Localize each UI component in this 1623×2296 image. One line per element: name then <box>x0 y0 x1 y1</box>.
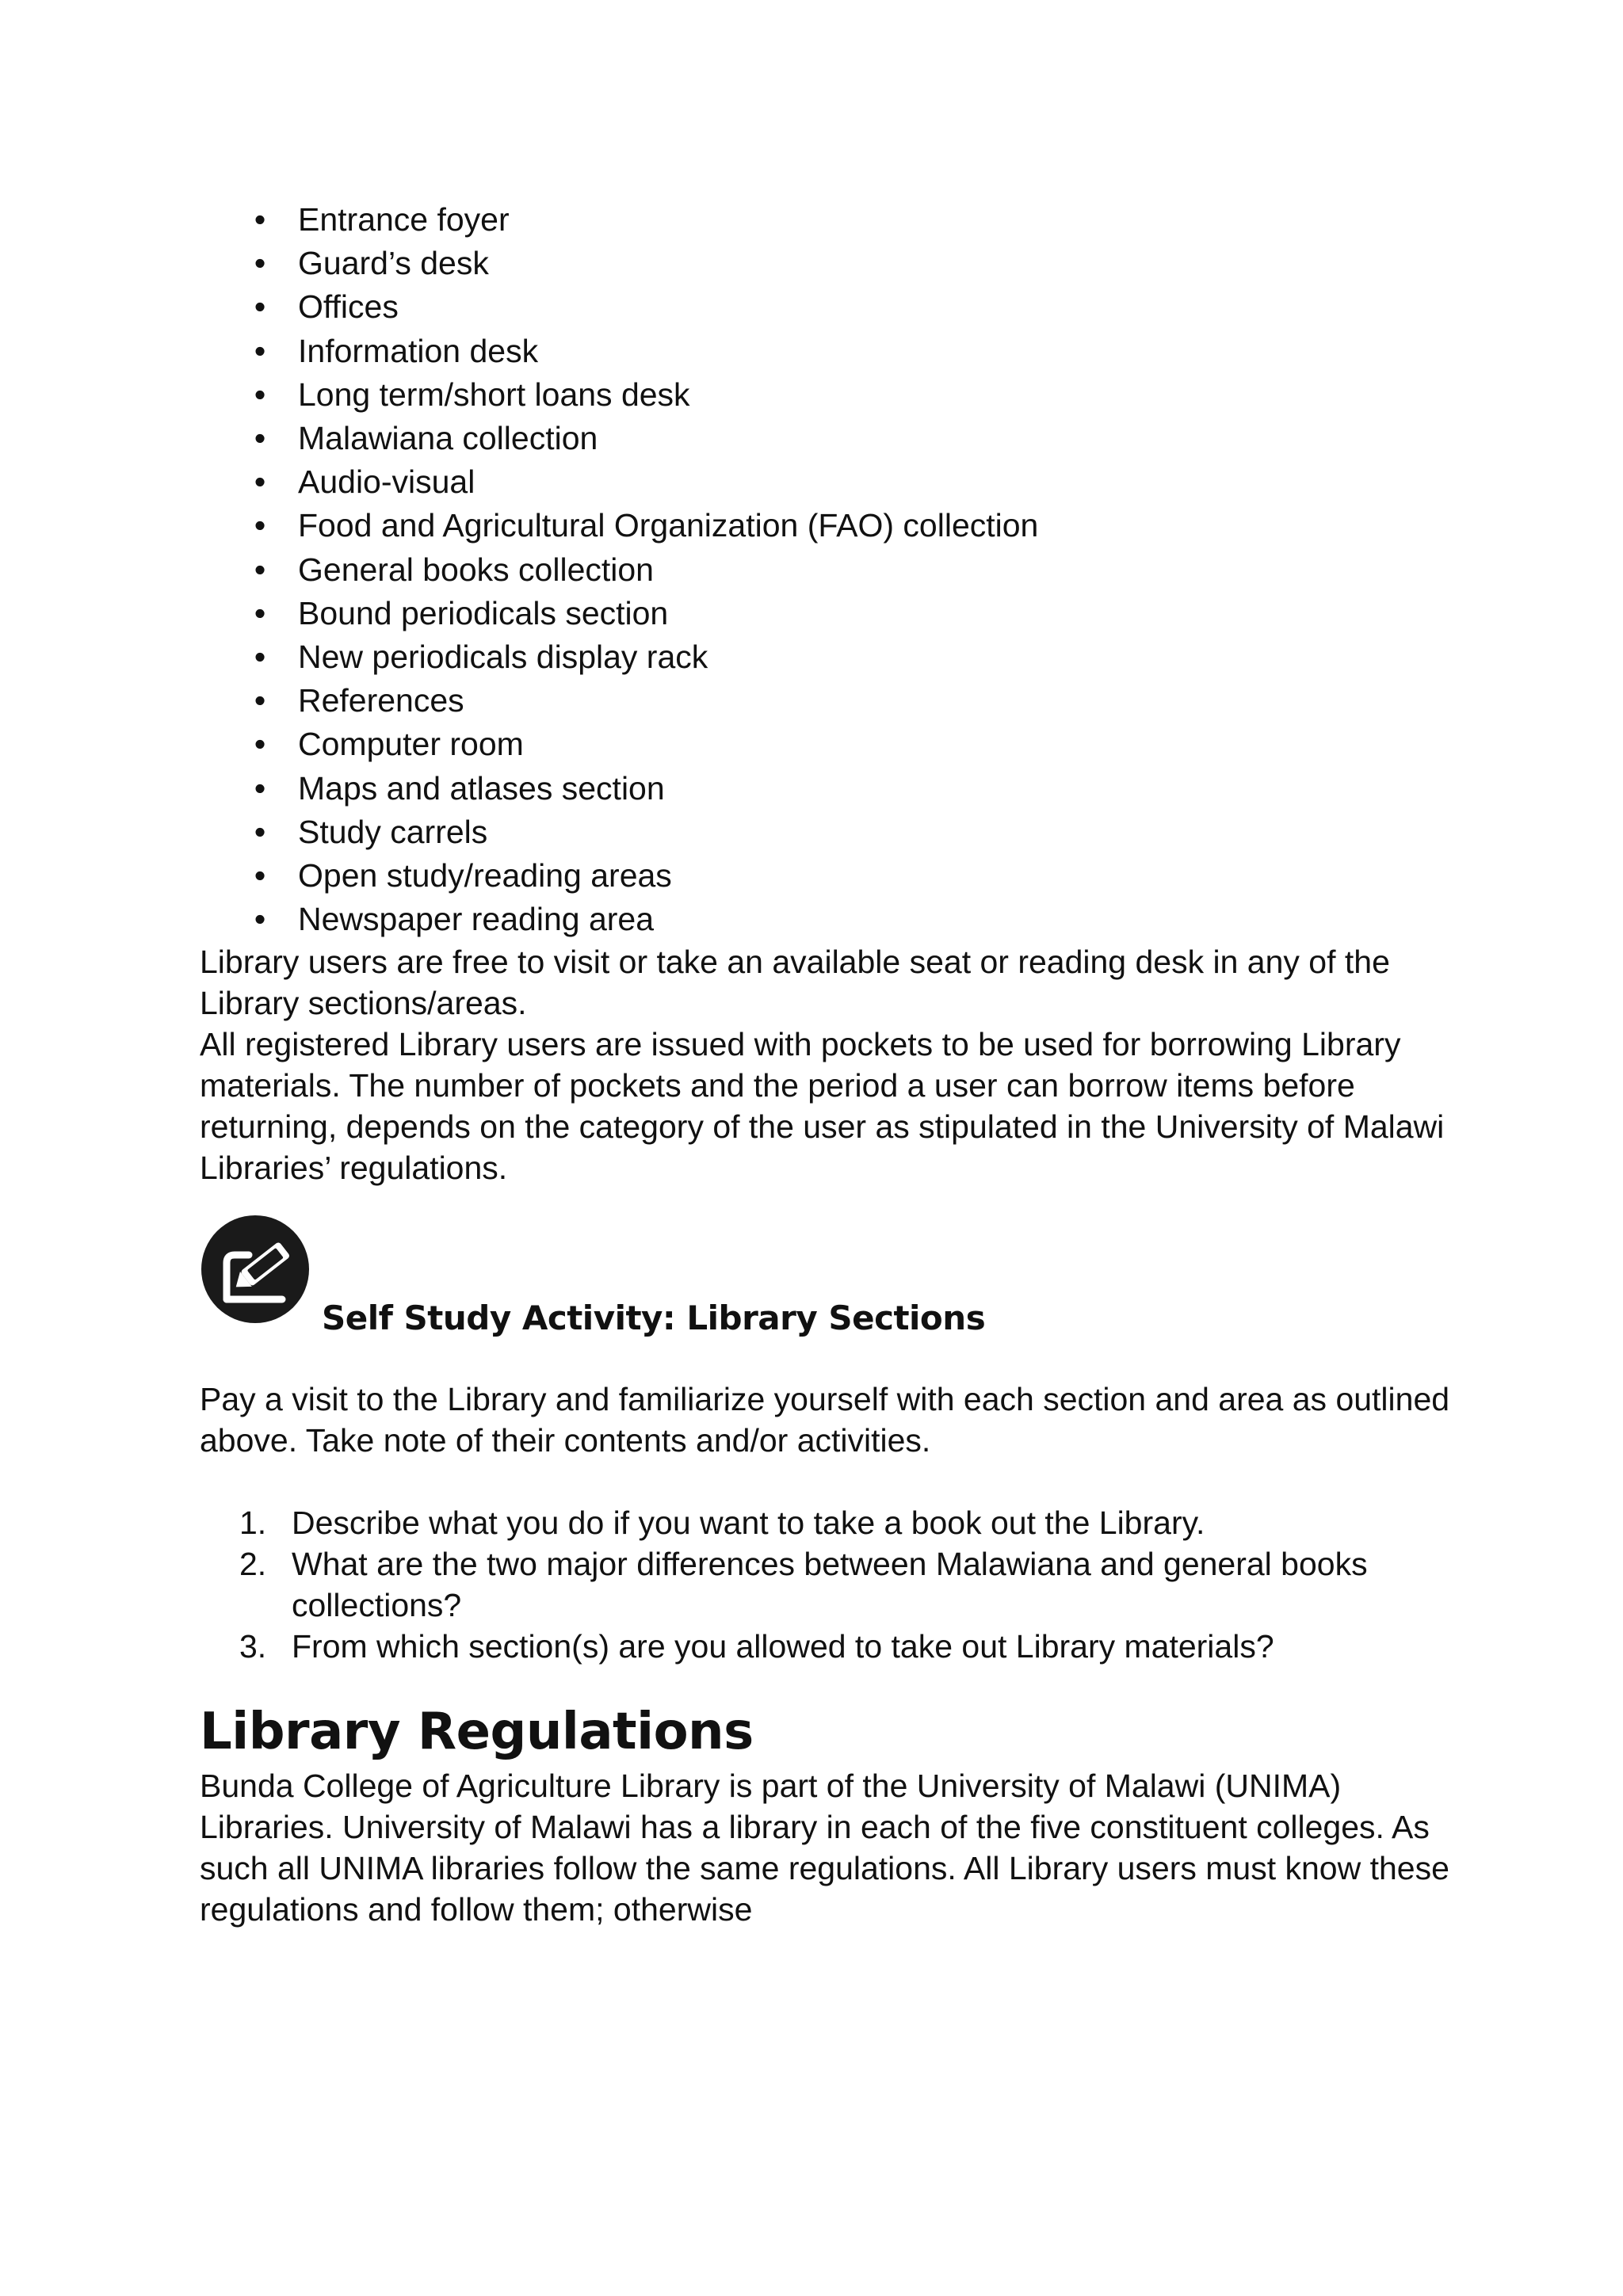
question-item <box>239 1626 1468 1667</box>
list-item-text: General books collection <box>298 551 654 588</box>
question-number: 2. <box>239 1546 267 1583</box>
list-item <box>254 898 1468 941</box>
bullet-glyph: • <box>254 376 266 413</box>
list-item-text: Audio-visual <box>298 463 475 501</box>
list-item <box>254 767 1468 810</box>
list-item <box>254 460 1468 504</box>
bullet-glyph: • <box>254 857 266 894</box>
library-sections-list <box>200 198 1468 941</box>
bullet-glyph: • <box>254 682 266 719</box>
list-item <box>254 330 1468 373</box>
list-item <box>254 504 1468 547</box>
bullet-glyph: • <box>254 332 266 369</box>
bullet-glyph: • <box>254 901 266 938</box>
bullet-glyph: • <box>254 813 266 850</box>
list-item-text: Maps and atlases section <box>298 769 665 807</box>
question-text: What are the two major differences between Malawiana and general books collections? <box>292 1546 1368 1624</box>
bullet-glyph: • <box>254 463 266 501</box>
question-number: 3. <box>239 1628 267 1665</box>
list-item-text: Food and Agricultural Organization (FAO) collection <box>298 507 1039 544</box>
list-item <box>254 592 1468 635</box>
bullet-glyph: • <box>254 201 266 238</box>
list-item <box>254 810 1468 854</box>
list-item <box>254 285 1468 329</box>
list-item <box>254 548 1468 592</box>
regulations-title: Library Regulations <box>200 1703 754 1762</box>
question-number: 1. <box>239 1505 267 1542</box>
list-item-text: Offices <box>298 288 399 326</box>
bullet-glyph: • <box>254 420 266 457</box>
bullet-glyph: • <box>254 639 266 676</box>
regulations-paragraph: Bunda College of Agriculture Library is part of the University of Malawi (UNIMA) Libraries. University of Malawi has a library in each of the five constituent colleges. As such all UNIMA libraries follow the same regulations. All Library users must know these regulations and follow them; otherwise <box>200 1768 1449 1928</box>
pencil-note-icon <box>200 1214 311 1325</box>
list-item <box>254 635 1468 679</box>
list-item-text: Study carrels <box>298 813 488 850</box>
page-content <box>200 198 1468 1930</box>
list-item <box>254 242 1468 285</box>
question-text: Describe what you do if you want to take a book out the Library. <box>292 1505 1205 1542</box>
list-item-text: Entrance foyer <box>298 201 510 238</box>
bullet-glyph: • <box>254 594 266 631</box>
list-item <box>254 373 1468 417</box>
bullet-glyph: • <box>254 288 266 326</box>
bullet-glyph: • <box>254 507 266 544</box>
list-item <box>254 854 1468 898</box>
list-item-text: Open study/reading areas <box>298 857 672 894</box>
pockets-paragraph: All registered Library users are issued with pockets to be used for borrowing Library materials. The number of pockets and the period a user can borrow items before returning, depends on the category of the user as stipulated in the University of Malawi Libraries’ regulations. <box>200 1026 1445 1187</box>
self-study-activity <box>200 1214 1468 1379</box>
question-text: From which section(s) are you allowed to take out Library materials? <box>292 1628 1274 1665</box>
list-item-text: Guard’s desk <box>298 245 489 282</box>
bullet-glyph: • <box>254 551 266 588</box>
list-item <box>254 679 1468 723</box>
list-item-text: Computer room <box>298 726 524 763</box>
list-item-text: Long term/short loans desk <box>298 376 690 413</box>
list-item-text: Information desk <box>298 332 539 369</box>
list-item-text: References <box>298 682 464 719</box>
list-item-text: Newspaper reading area <box>298 901 654 938</box>
bullet-glyph: • <box>254 726 266 763</box>
question-item <box>239 1502 1468 1543</box>
bullet-glyph: • <box>254 769 266 807</box>
list-item <box>254 417 1468 460</box>
free-seating-paragraph: Library users are free to visit or take an available seat or reading desk in any of the Library sections/areas. <box>200 944 1390 1022</box>
list-item-text: Bound periodicals section <box>298 594 669 631</box>
list-item-text: New periodicals display rack <box>298 639 708 676</box>
activity-intro: Pay a visit to the Library and familiarize yourself with each section and area as outlined above. Take note of their contents and/or activities. <box>200 1381 1450 1459</box>
list-item <box>254 198 1468 242</box>
activity-heading: Self Study Activity: Library Sections <box>322 1299 986 1338</box>
activity-questions-list <box>200 1502 1468 1667</box>
bullet-glyph: • <box>254 245 266 282</box>
question-item <box>239 1543 1468 1626</box>
list-item <box>254 723 1468 766</box>
list-item-text: Malawiana collection <box>298 420 598 457</box>
